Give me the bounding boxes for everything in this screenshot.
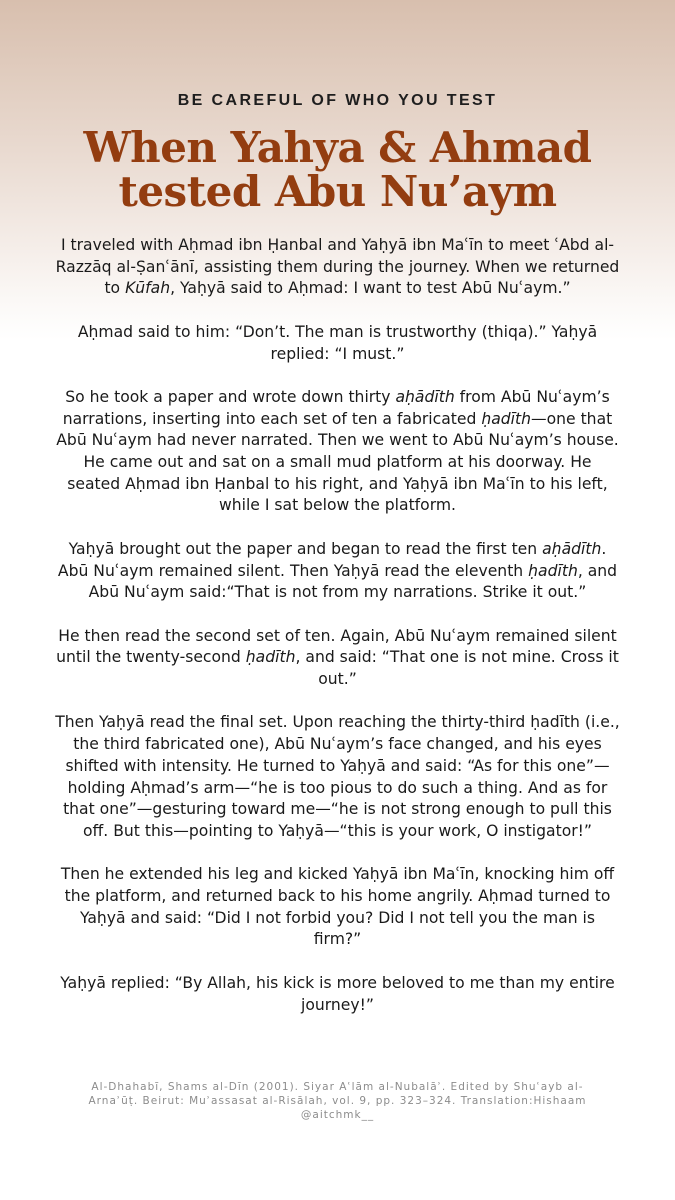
story-body xyxy=(55,235,620,1038)
paragraph-4: Yaḥyā brought out the paper and began to read the first ten aḥādīth. Abū Nuʿaym remained silent. Then Yaḥyā read the eleventh ḥadīth, and Abū Nuʿaym said:“That is not from my narrations. Strike it out.” xyxy=(57,539,618,602)
paragraph-7: Then he extended his leg and kicked Yaḥyā ibn Maʿīn, knocking him off the platform, and returned back to his home angrily. Aḥmad turned to Yaḥyā and said: “Did I not forbid you? Did I not tell you the man is firm?” xyxy=(60,865,615,949)
paragraph-6: Then Yaḥyā read the final set. Upon reaching the thirty-third ḥadīth (i.e., the third fabricated one), Abū Nuʿaym’s face changed, and his eyes shifted with intensity. He turned to Yaḥyā and said: “As for this one”—holding Aḥmad’s arm—“he is too pious to do such a thing. And as for that one”—gesturing toward me—“he is not strong enough to pull this off. But this—pointing to Yaḥyā—“this is your work, O instigator!” xyxy=(55,713,620,840)
kicker-heading: BE CAREFUL OF WHO YOU TEST xyxy=(177,92,498,109)
title-line-2: tested Abu Nu’aym xyxy=(118,167,557,216)
paragraph-2: Aḥmad said to him: “Don’t. The man is trustworthy (thiqa).” Yaḥyā replied: “I must.” xyxy=(77,322,598,363)
paragraph-1: I traveled with Aḥmad ibn Ḥanbal and Yaḥyā ibn Maʿīn to meet ʿAbd al-Razzāq al-Ṣanʿānī, assisting them during the journey. When we returned to Kūfah, Yaḥyā said to Aḥmad: I want to test Abū Nuʿaym.” xyxy=(55,236,620,298)
page-title xyxy=(0,123,675,216)
paragraph-5: He then read the second set of ten. Again, Abū Nuʿaym remained silent until the twenty-second ḥadīth, and said: “That one is not mine. Cross it out.” xyxy=(56,626,619,688)
source-citation: Al-Dhahabī, Shams al-Dīn (2001). Siyar Aʿlām al-Nubalāʾ. Edited by Shuʿayb al-Arnaʾūṭ. Beirut: Muʾassasat al-Risālah, vol. 9, pp. 323–324. Translation:Hishaam @aitchmk__ xyxy=(88,1081,587,1121)
title-line-1: When Yahya & Ahmad xyxy=(83,123,592,172)
paragraph-3: So he took a paper and wrote down thirty aḥādīth from Abū Nuʿaym’s narrations, inserting into each set of ten a fabricated ḥadīth—one that Abū Nuʿaym had never narrated. Then we went to Abū Nuʿaym’s house. He came out and sat on a small mud platform at his doorway. He seated Aḥmad ibn Ḥanbal to his right, and Yaḥyā ibn Maʿīn to his left, while I sat below the platform. xyxy=(56,387,619,515)
paragraph-8: Yaḥyā replied: “By Allah, his kick is more beloved to me than my entire journey!” xyxy=(60,973,615,1014)
